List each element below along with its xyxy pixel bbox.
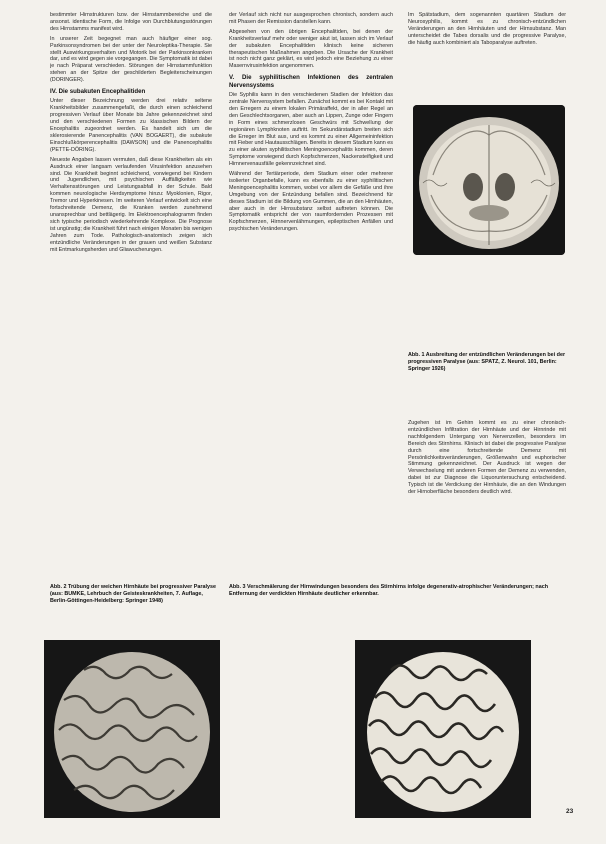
brain-section-photo — [413, 105, 565, 255]
paragraph: Abgesehen von den übrigen Encephalitiden, bei denen der Krankheitsverlauf mehr oder weniger akut ist, lassen sich im Verlauf der subakuten Encephalitiden klinisch keine sicheren therapeutischen Maßnahmen angeben. Die Ursache der Krankheit ist noch nicht ganz geklärt, es wird jedoch eine Beziehung zu einer Masernvirusinfektion angenommen. — [229, 28, 393, 70]
section-heading-subacute-encephalitis: IV. Die subakuten Encephalitiden — [50, 88, 146, 96]
paragraph: der Verlauf sich nicht nur ausgesprochen chronisch, sondern auch mit Phasen der Remission darstellen kann. — [229, 12, 393, 25]
paragraph: Unter dieser Bezeichnung werden drei relativ seltene Krankheitsbilder zusammengefaßt, die durch einen schleichend progressiven Verlauf über Monate bis Jahre gekennzeichnet sind und den verschiedenen Formen zu klassischen Bildern der Encephalitis zugeordnet werden. Es handelt sich um die sklerosierende Panencephalitis (VAN BOGAERT), die subakute Einschlußkörperencephalitis (DAWSON) und die Panencephalitis (PETTE-DÖRING). — [50, 98, 212, 153]
page-number: 23 — [566, 808, 574, 815]
text-column-2 — [229, 12, 393, 572]
paragraph: In unserer Zeit begegnet man auch häufiger einer sog. Parkinsonsyndromen bei der unter der Neuroleptika-Therapie. Sie stellt Auswirkungsverhalten und Motorik bei der Parkinsonkranken dar, und es wird gegen sie vorgegangen. Die Symptomatik ist dabei je nach Präparat verschieden. Störungen der Hirnstammfunktion stehen an der Spitze der geschilderten Begleiterscheinungen (DORINGER). — [50, 35, 212, 84]
text-column-1 — [50, 12, 212, 580]
brain-section-illustration — [413, 105, 565, 255]
figure-2-caption: Abb. 2 Trübung der weichen Hirnhäute bei progressiver Paralyse (aus: BUMKE, Lehrbuch der Geisteskrankheiten, 7. Auflage, Berlin-Göttingen-Heidelberg: Springer 1948) — [50, 584, 216, 604]
text-column-3-top — [408, 12, 566, 100]
brain-surface-photo-meninges — [44, 640, 220, 818]
brain-atrophy-illustration — [355, 640, 531, 818]
figure-1-caption: Abb. 1 Ausbreitung der entzündlichen Veränderungen bei der progressiven Paralyse (aus: SPATZ, Z. Neurol. 101, Berlin: Springer 1926) — [408, 352, 566, 372]
paragraph: Zugehen ist im Gehirn kommt es zu einer chronisch-entzündlichen Infiltration der Hirnhäute und der Hirnrinde mit nachfolgendem Untergang von Nervenzellen, besonders im Bereich des Stirnhirns. Klinisch ist dabei die progressive Paralyse durch eine fortschreitende Demenz mit Persönlichkeitsveränderungen, Größenwahn und euphorischer Stimmung gekennzeichnet. Der Ausdruck ist wegen der Verwechselung mit anderen Formen der Demenz zu verwenden, dabei ist zur Diagnose die Liquoruntersuchung entscheidend. Typisch ist die Verdickung der Hirnhäute, die an den Windungen der Hirnoberfläche besonders deutlich wird. — [408, 420, 566, 496]
text-column-3-bottom — [408, 420, 566, 580]
paragraph: Während der Tertiärperiode, dem Stadium einer oder mehrerer isolierter Organbefalle, kann es ebenfalls zu einer syphilitischen Meningoencephalitis kommen, wobei vor allem die Gefäße und ihre Umgebung von der Entzündung befallen sind. Bezeichnend für dieses Stadium ist die Bildung von Gummen, die an den Hirnhäuten, aber auch in der Hirnsubstanz selbst auftreten können. Die Symptomatik entspricht der von raumfordernden Prozessen mit Kopfschmerzen, Hirnnervenlähmungen, epileptischen Anfällen und psychischen Veränderungen. — [229, 171, 393, 233]
section-heading-syphilitic-infections: V. Die syphilitischen Infektionen des zentralen Nervensystems — [229, 74, 393, 89]
paragraph: Im Spätstadium, dem sogenannten quartären Stadium der Neurosyphilis, kommt es zu chronisch-entzündlichen Veränderungen an den Hirnhäuten und der Hirnsubstanz. Man unterscheidet die Tabes dorsalis und die progressive Paralyse, die häufig auch kombiniert als Taboparalyse auftreten. — [408, 12, 566, 46]
paragraph: Die Syphilis kann in den verschiedenen Stadien der Infektion das zentrale Nervensystem befallen. Zunächst kommt es bei Kontakt mit den Erregern zu einem lokalen Primäraffekt, der in aller Regel an den Geschlechtsorganen, aber auch an Lippen, Zunge oder Fingern in Form eines schmerzlosen Geschwürs mit Schwellung der regionären Lymphknoten auftritt. Im Sekundärstadium breiten sich die Erreger im Blut aus, und es kommt zu einer Allgemeininfektion mit Fieber und Hautausschlägen. Bereits in diesem Stadium kann es zu einer akuten syphilitischen Meningoencephalitis kommen, deren Symptome vorwiegend durch Kopfschmerzen, Nackensteifigkeit und Hirnnervenausfälle gekennzeichnet sind. — [229, 92, 393, 168]
paragraph: Neueste Angaben lassen vermuten, daß diese Krankheiten als ein Ausdruck einer langsam verlaufenden Virusinfektion anzusehen sind. Die Krankheit beginnt schleichend, vorwiegend bei Kindern und Jugendlichen, mit psychischen Auffälligkeiten wie Verhaltensstörungen und Leistungsabfall in der Schule. Bald kommen neurologische Herdsymptome hinzu: Myoklonien, Rigor, Tremor und Hyperkinesen. Im weiteren Verlauf entwickelt sich eine fortschreitende Demenz, die Kranken werden zunehmend unansprechbar und bettlägerig. Im Elektroencephalogramm finden sich typische periodisch wiederkehrende Komplexe. Die Prognose ist ungünstig; die Krankheit führt nach einigen Monaten bis wenigen Jahren zum Tode. Pathologisch-anatomisch zeigen sich entzündliche Veränderungen in der grauen und weißen Substanz mit Entmarkungsherden und Gliawucherungen. — [50, 156, 212, 253]
brain-surface-photo-atrophy — [355, 640, 531, 818]
paragraph: bestimmter Hirnstrukturen bzw. der Hirnstammbereiche und die ansonst. identische Form, die Infolge von Durchblutungsstörungen des Hirnstamms manifest wird. — [50, 12, 212, 32]
brain-surface-illustration — [44, 640, 220, 818]
figure-3-caption: Abb. 3 Verschmälerung der Hirnwindungen besonders des Stirnhirns infolge degenerativ-atrophischer Veränderungen; nach Entfernung der verdickten Hirnhäute deutlicher erkennbar. — [229, 584, 549, 597]
